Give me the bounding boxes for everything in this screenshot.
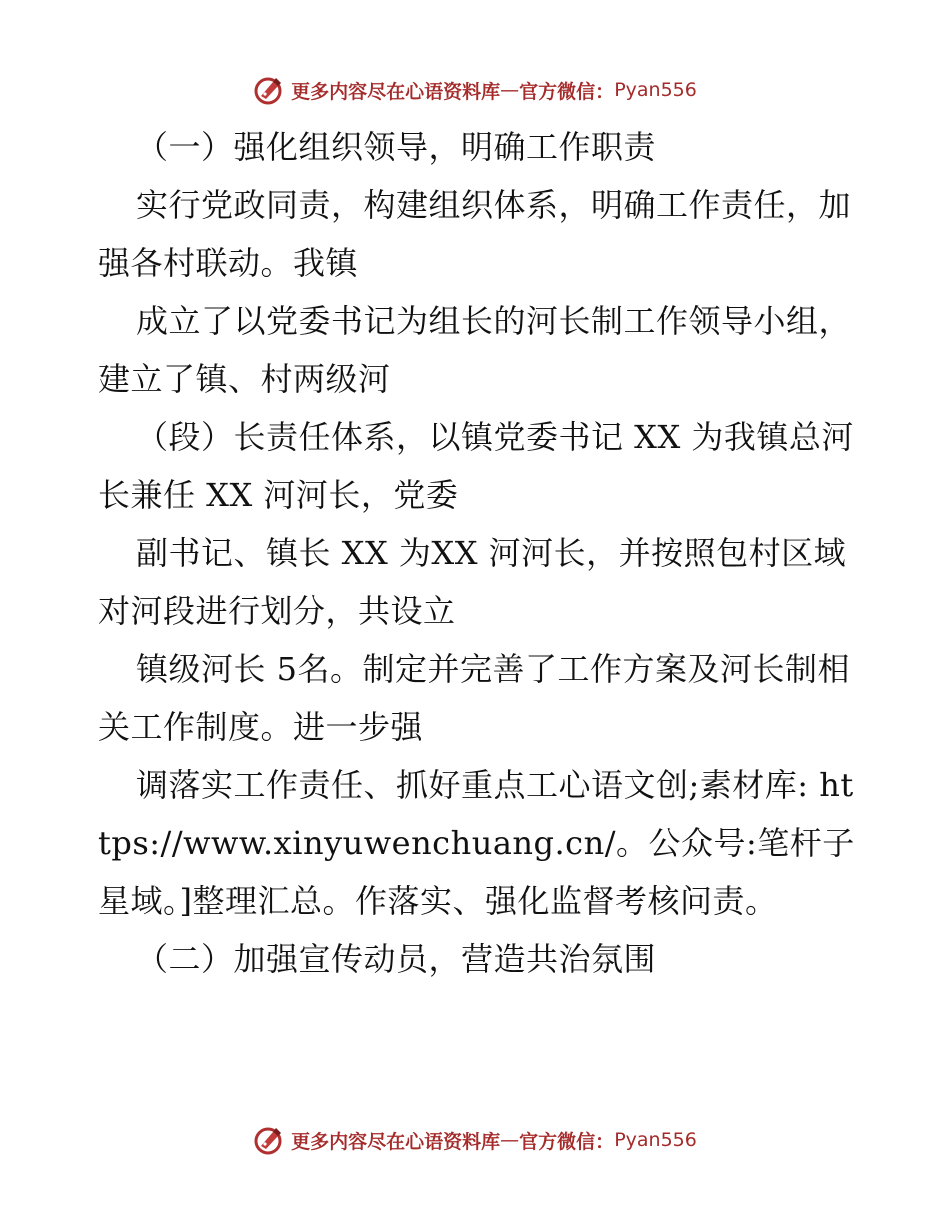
banner-brand-text: 更多内容尽在心语资料库 bbox=[291, 1130, 501, 1153]
banner-wechat-label: 官方微信： bbox=[519, 80, 615, 103]
section-heading-1: （一）强化组织领导，明确工作职责 bbox=[136, 128, 657, 166]
header-banner bbox=[0, 70, 950, 110]
pen-nib-circle-icon bbox=[253, 1124, 285, 1156]
banner-wechat-handle: Pyan556 bbox=[614, 1129, 697, 1151]
pen-nib-circle-icon bbox=[253, 74, 285, 106]
paragraph: 调落实工作责任、抓好重点工心语文创;素材库: https://www.xinyuwenchuang.cn/。公众号:笔杆子星域。]整理汇总。作落实、强化监督考核问责。 bbox=[98, 766, 855, 920]
paragraph: 实行党政同责，构建组织体系，明确工作责任，加强各村联动。我镇 bbox=[98, 186, 852, 282]
paragraph: （段）长责任体系，以镇党委书记 XX 为我镇总河长兼任 XX 河河长，党委 bbox=[98, 418, 854, 514]
banner-separator: — bbox=[500, 1129, 520, 1151]
paragraph: 镇级河长 5名。制定并完善了工作方案及河长制相关工作制度。进一步强 bbox=[98, 650, 851, 746]
banner-brand-text: 更多内容尽在心语资料库 bbox=[291, 80, 501, 103]
document-body bbox=[98, 118, 858, 988]
paragraph: 成立了以党委书记为组长的河长制工作领导小组，建立了镇、村两级河 bbox=[98, 302, 852, 398]
banner-wechat-label: 官方微信： bbox=[519, 1130, 615, 1153]
banner-separator: — bbox=[500, 79, 520, 101]
section-heading-2: （二）加强宣传动员，营造共治氛围 bbox=[136, 940, 657, 978]
footer-banner bbox=[0, 1120, 950, 1160]
paragraph: 副书记、镇长 XX 为XX 河河长，并按照包村区域对河段进行划分，共设立 bbox=[98, 534, 847, 630]
banner-wechat-handle: Pyan556 bbox=[614, 79, 697, 101]
